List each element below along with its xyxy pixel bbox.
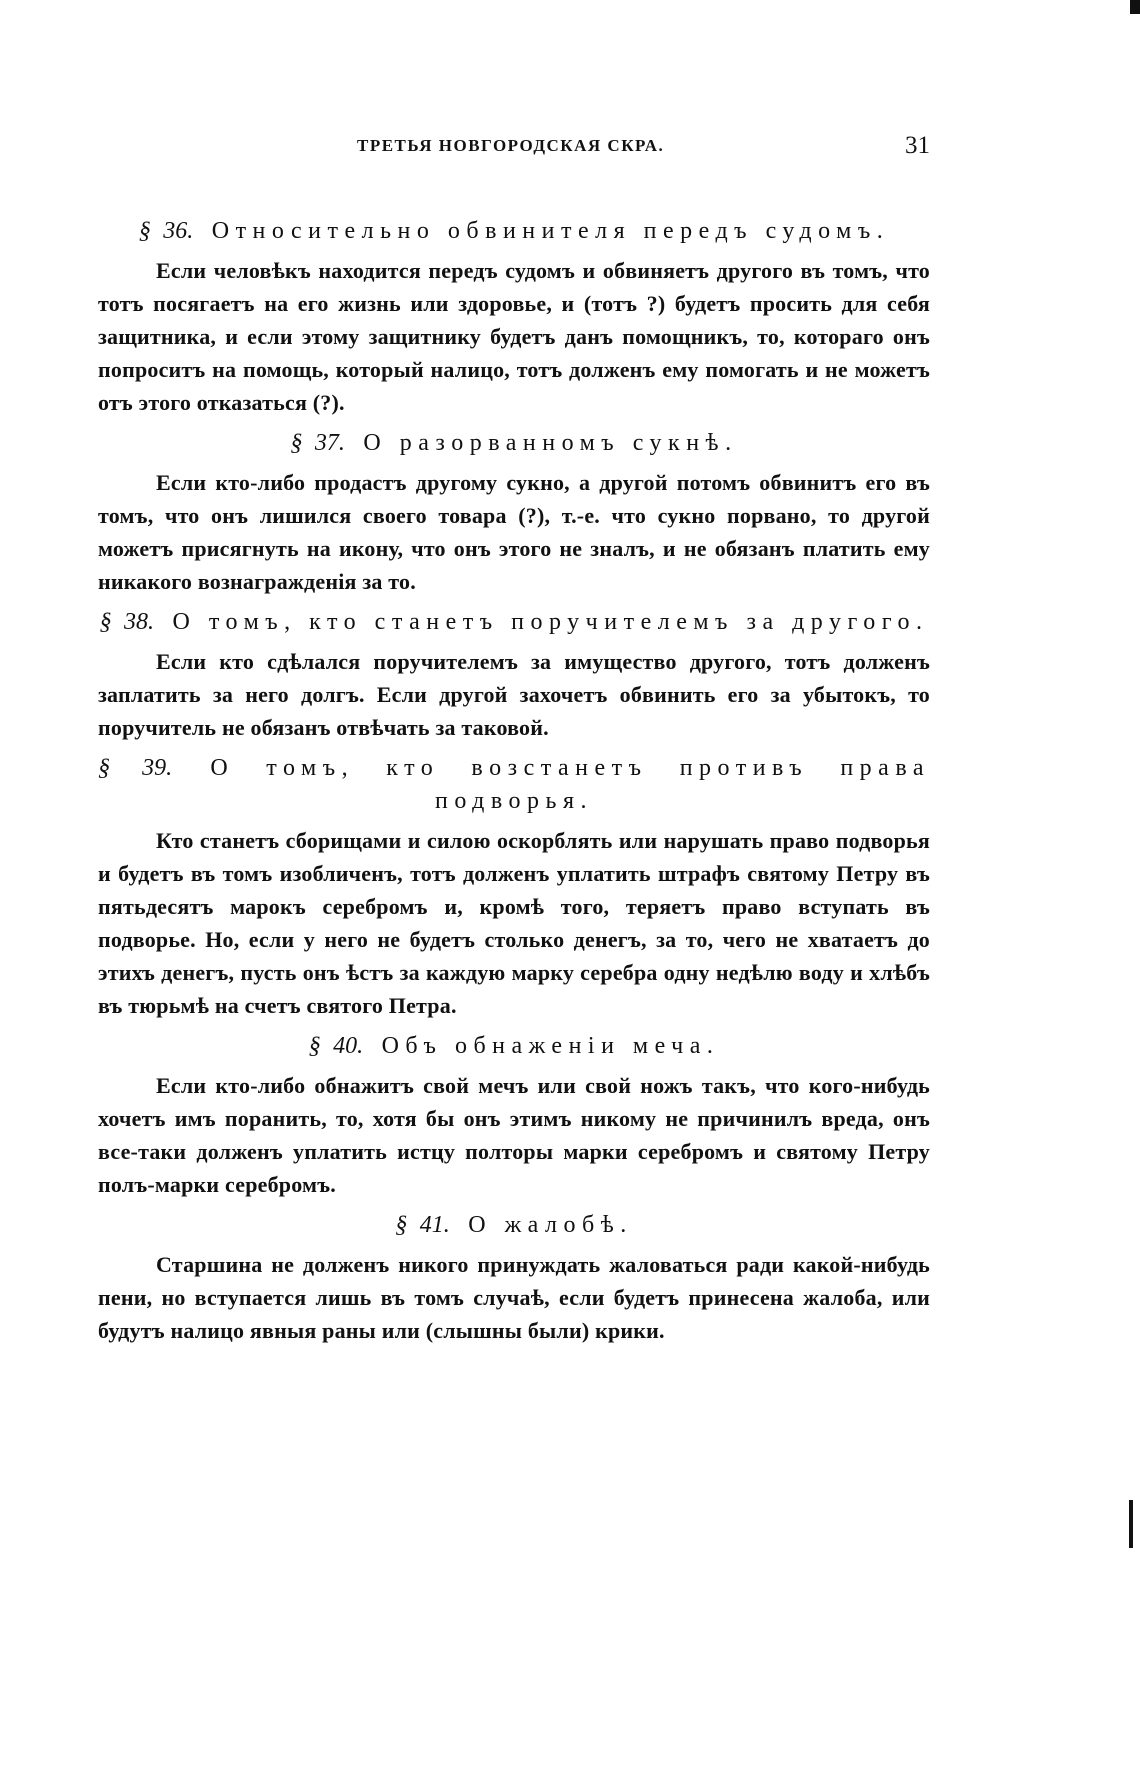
section-title: О томъ, кто станетъ поручителемъ за другого. (172, 609, 929, 635)
section-number: 36. (163, 218, 194, 244)
section-text-39: Кто станетъ сборищами и силою оскорблять или нарушать право подворья и будетъ въ томъ изобличенъ, тотъ долженъ уплатить штрафъ святому Петру въ пятьдесятъ марокъ серебромъ и, кромѣ того, теряетъ право вступать въ подворье. Но, если у него не будетъ столько денегъ, за то, чего не хватаетъ до этихъ денегъ, пусть онъ ѣстъ за каждую марку серебра одну недѣлю воду и хлѣбъ въ тюрьмѣ на счетъ святого Петра. (98, 828, 930, 1018)
section-text-37: Если кто-либо продастъ другому сукно, а другой потомъ обвинитъ его въ томъ, что онъ лишился своего товара (?), т.-е. что сукно порвано, то другой можетъ присягнуть на икону, что онъ этого не зналъ, и не обязанъ платить ему никакого вознагражденія за то. (98, 470, 930, 594)
section-text-41: Старшина не долженъ никого принуждать жаловаться ради какой-нибудь пени, но вступается лишь въ томъ случаѣ, если будетъ принесена жалоба, или будутъ налицо явныя раны или (слышны были) крики. (98, 1252, 930, 1343)
scan-edge-mark (1129, 1500, 1133, 1548)
section-text-38: Если кто сдѣлался поручителемъ за имущество другого, тотъ долженъ заплатить за него долгъ. Если другой захочетъ обвинить его за убытокъ, то поручитель не обязанъ отвѣчать за таковой. (98, 649, 930, 740)
section-symbol: § (138, 218, 151, 244)
section-title: О жалобѣ. (468, 1212, 633, 1238)
section-heading-36 (98, 215, 930, 248)
section-number: 41. (419, 1212, 450, 1238)
section-number: 37. (314, 430, 345, 456)
section-heading-41 (98, 1209, 930, 1242)
scan-corner-mark (1130, 0, 1140, 14)
section-number: 38. (124, 609, 155, 635)
section-title: Объ обнаженіи меча. (381, 1033, 720, 1059)
section-heading-37 (98, 427, 930, 460)
running-title: ТРЕТЬЯ НОВГОРОДСКАЯ СКРА. (357, 136, 665, 155)
section-symbol: § (395, 1212, 408, 1238)
page-number: 31 (905, 132, 930, 159)
section-heading-38 (98, 606, 930, 639)
page-content (98, 215, 930, 1355)
running-head (100, 132, 930, 166)
section-number: 40. (333, 1033, 364, 1059)
section-number: 39. (142, 755, 173, 781)
section-heading-40 (98, 1030, 930, 1063)
section-title: О томъ, кто возстанетъ противъ права подворья. (210, 755, 931, 814)
section-title: О разорванномъ сукнѣ. (363, 430, 738, 456)
section-symbol: § (308, 1033, 321, 1059)
section-symbol: § (99, 609, 112, 635)
section-text-36: Если человѣкъ находится передъ судомъ и обвиняетъ другого въ томъ, что тотъ посягаетъ на его жизнь или здоровье, и (тотъ ?) будетъ просить для себя защитника, и если этому защитнику будетъ данъ помощникъ, то, котораго онъ попроситъ на помощь, который налицо, тотъ долженъ ему помогать и не можетъ отъ этого отказаться (?). (98, 258, 930, 415)
section-symbol: § (290, 430, 303, 456)
section-symbol: § (98, 755, 110, 781)
section-text-40: Если кто-либо обнажитъ свой мечъ или свой ножъ такъ, что кого-нибудь хочетъ имъ поранить, то, хотя бы онъ этимъ никому не причинилъ вреда, онъ все-таки долженъ уплатить истцу полторы марки серебромъ и святому Петру полъ-марки серебромъ. (98, 1073, 930, 1197)
section-heading-39 (98, 752, 930, 818)
section-title: Относительно обвинителя передъ судомъ. (211, 218, 890, 244)
